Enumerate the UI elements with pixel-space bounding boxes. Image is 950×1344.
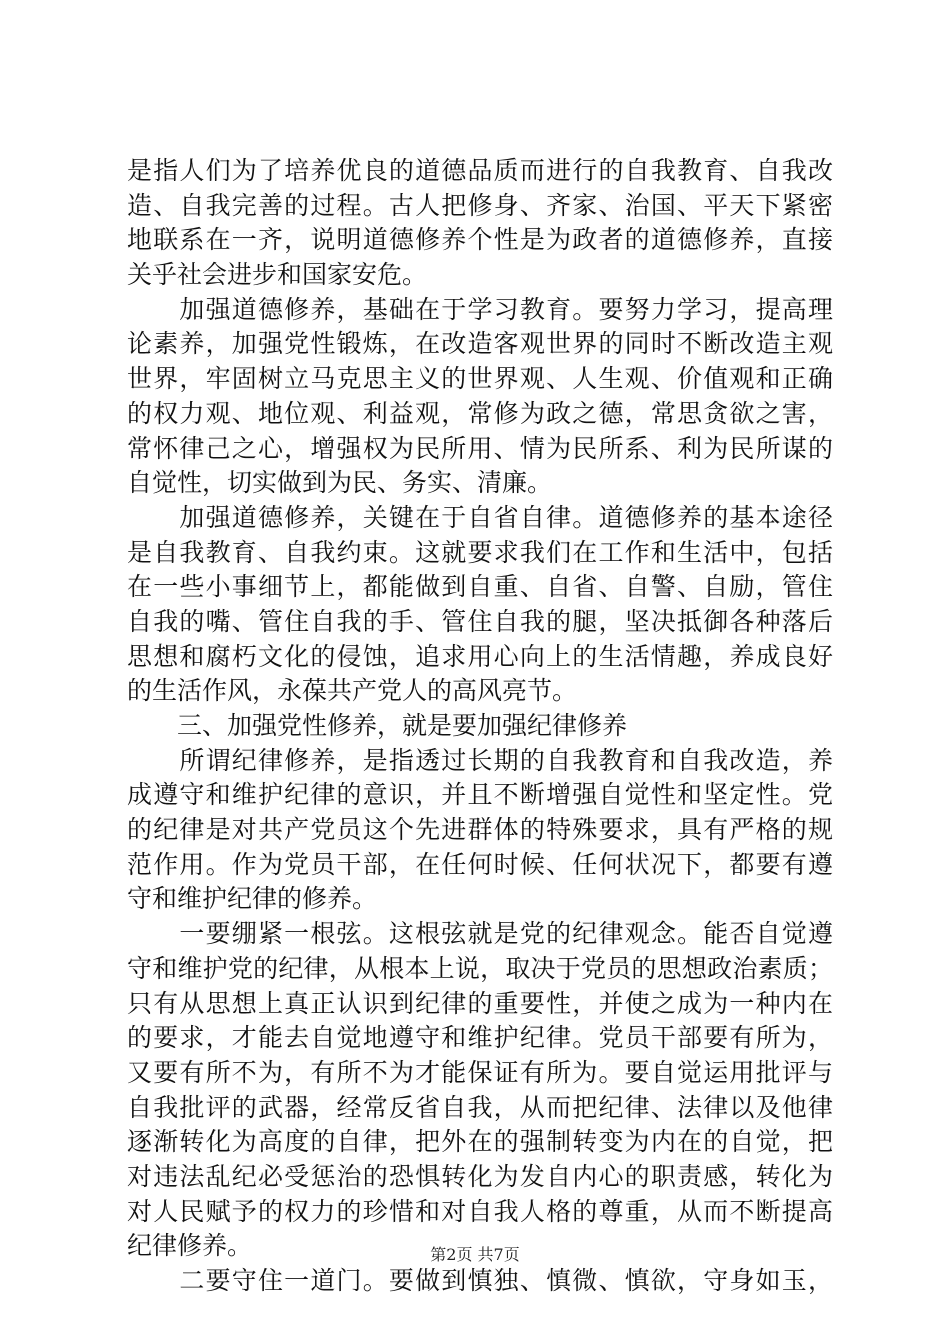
text-line: 一要绷紧一根弦。这根弦就是党的纪律观念。能否自觉遵	[127, 919, 833, 949]
text-line: 纪律修养。	[127, 1231, 253, 1261]
text-line: 对人民赋予的权力的珍惜和对自我人格的尊重，从而不断提高	[127, 1196, 833, 1226]
text-line: 关乎社会进步和国家安危。	[127, 260, 428, 290]
text-line: 世界，牢固树立马克思主义的世界观、人生观、价值观和正确	[127, 364, 833, 394]
text-line: 加强道德修养，基础在于学习教育。要努力学习，提高理	[127, 294, 833, 324]
text-line: 是指人们为了培养优良的道德品质而进行的自我教育、自我改	[127, 156, 833, 185]
text-line: 成遵守和维护纪律的意识，并且不断增强自觉性和坚定性。党	[127, 780, 833, 810]
text-line: 自我的嘴、管住自我的手、管住自我的腿，坚决抵御各种落后	[127, 606, 833, 636]
text-line: 加强道德修养，关键在于自省自律。道德修养的基本途径	[127, 502, 833, 532]
text-line: 所谓纪律修养，是指透过长期的自我教育和自我改造，养	[127, 745, 833, 775]
text-line: 是自我教育、自我约束。这就要求我们在工作和生活中，包括	[127, 537, 833, 567]
text-line: 造、自我完善的过程。古人把修身、齐家、治国、平天下紧密	[127, 190, 833, 220]
text-line: 又要有所不为，有所不为才能保证有所为。要自觉运用批评与	[127, 1057, 833, 1087]
text-line: 二要守住一道门。要做到慎独、慎微、慎欲，守身如玉，	[127, 1266, 833, 1295]
text-line: 只有从思想上真正认识到纪律的重要性，并使之成为一种内在	[127, 988, 833, 1018]
text-line: 对违法乱纪必受惩治的恐惧转化为发自内心的职责感，转化为	[127, 1161, 833, 1191]
text-line: 逐渐转化为高度的自律，把外在的强制转变为内在的自觉，把	[127, 1127, 833, 1157]
document-body	[127, 154, 833, 1299]
text-line: 守和维护党的纪律，从根本上说，取决于党员的思想政治素质；	[127, 953, 833, 983]
text-line: 在一些小事细节上，都能做到自重、自省、自警、自励，管住	[127, 572, 833, 602]
text-line: 的要求，才能去自觉地遵守和维护纪律。党员干部要有所为，	[127, 1023, 833, 1053]
text-line: 的权力观、地位观、利益观，常修为政之德，常思贪欲之害，	[127, 398, 833, 428]
text-line: 地联系在一齐，说明道德修养个性是为政者的道德修养，直接	[127, 225, 833, 255]
text-line: 常怀律己之心，增强权为民所用、情为民所系、利为民所谋的	[127, 433, 833, 463]
text-line: 的纪律是对共产党员这个先进群体的特殊要求，具有严格的规	[127, 815, 833, 845]
page-number-footer: 第2页 共7页	[430, 1245, 520, 1264]
section-heading: 三、加强党性修养，就是要加强纪律修养	[127, 711, 628, 740]
text-line: 自我批评的武器，经常反省自我，从而把纪律、法律以及他律	[127, 1092, 833, 1122]
text-line: 思想和腐朽文化的侵蚀，追求用心向上的生活情趣，养成良好	[127, 641, 833, 671]
text-line: 自觉性，切实做到为民、务实、清廉。	[127, 468, 553, 498]
text-line: 范作用。作为党员干部，在任何时候、任何状况下，都要有遵	[127, 849, 833, 879]
text-line: 守和维护纪律的修养。	[127, 884, 378, 914]
text-line: 的生活作风，永葆共产党人的高风亮节。	[127, 676, 578, 706]
text-line: 论素养，加强党性锻炼，在改造客观世界的同时不断改造主观	[127, 329, 833, 359]
